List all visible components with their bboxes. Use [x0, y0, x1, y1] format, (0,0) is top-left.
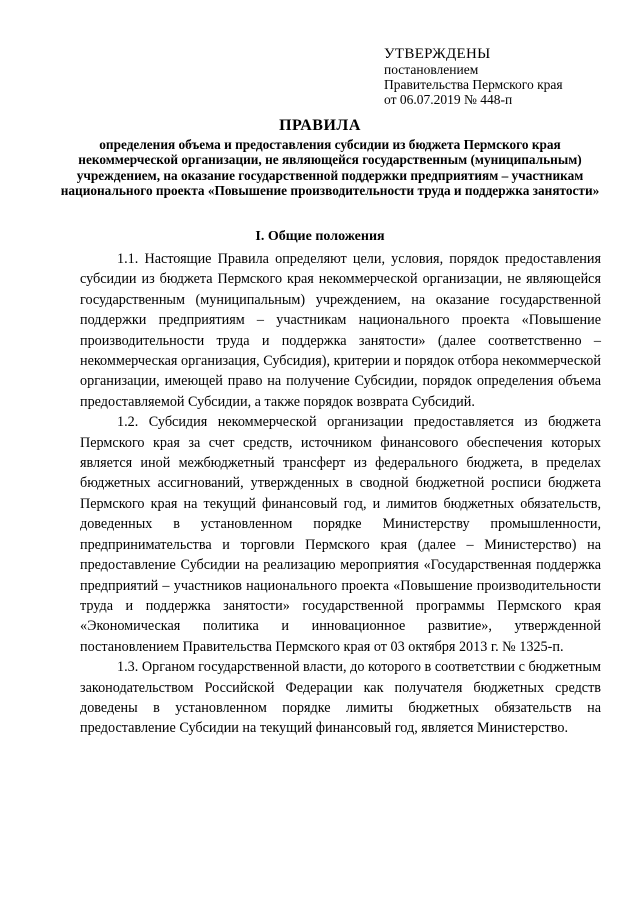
paragraph-1-3: 1.3. Органом государственной власти, до которого в соответствии с бюджетным законодательством Российской Федерации как получателя бюджетных средств доведены в установленном порядке лимиты бюджетных обязательств на предоставление Субсидии на текущий финансовый год, является Министерство.: [80, 659, 601, 737]
approval-line-1: постановлением: [384, 62, 479, 77]
paragraph-1-2: 1.2. Субсидия некоммерческой организации предоставляется из бюджета Пермского края за счет средств, источником финансового обеспечения которых является иной межбюджетный трансферт из федерального бюджета, в пределах бюджетных ассигнований, утвержденных в сводной бюджетной росписи бюджета Пермского края на текущий финансовый год, и лимитов бюджетных обязательств, доведенных в установленном порядке Министерству промышленности, предпринимательства и торговли Пермского края (далее – Министерство) на предоставление Субсидии на реализацию мероприятия «Государственная поддержка предприятий – участников национального проекта «Повышение производительности труда и поддержка занятости» государственной программы Пермского края «Экономическая политика и инновационное развитие», утвержденной постановлением Правительства Пермского края от 03 октября 2013 г. № 1325-п.: [80, 414, 601, 655]
section-heading: I. Общие положения: [255, 229, 385, 244]
approval-line-2: Правительства Пермского края: [384, 77, 563, 92]
paragraph-1-1: 1.1. Настоящие Правила определяют цели, условия, порядок предоставления субсидии из бюджета Пермского края некоммерческой организации, не являющейся государственным (муниципальным) учреждением, на оказание государственной поддержки предприятиям – участникам национального проекта «Повышение производительности труда и поддержка занятости» (далее соответственно – некоммерческая организация, Субсидия), критерии и порядок отбора некоммерческой организации, имеющей право на получение Субсидии, порядок определения объема предоставляемой Субсидии, а также порядок возврата Субсидий.: [80, 251, 601, 410]
document-subtitle: определения объема и предоставления субсидии из бюджета Пермского края некоммерческой организации, не являющейся государственным (муниципальным) учреждением, на оказание государственной поддержки предприятиям – участникам национального проекта «Повышение производительности труда и поддержка занятости»: [60, 137, 600, 199]
approval-block: [384, 46, 624, 107]
approval-line-3: от 06.07.2019 № 448-п: [384, 92, 513, 107]
document-title: ПРАВИЛА: [279, 117, 361, 134]
approval-stamp: УТВЕРЖДЕНЫ: [384, 46, 491, 62]
section-body: [80, 249, 601, 739]
